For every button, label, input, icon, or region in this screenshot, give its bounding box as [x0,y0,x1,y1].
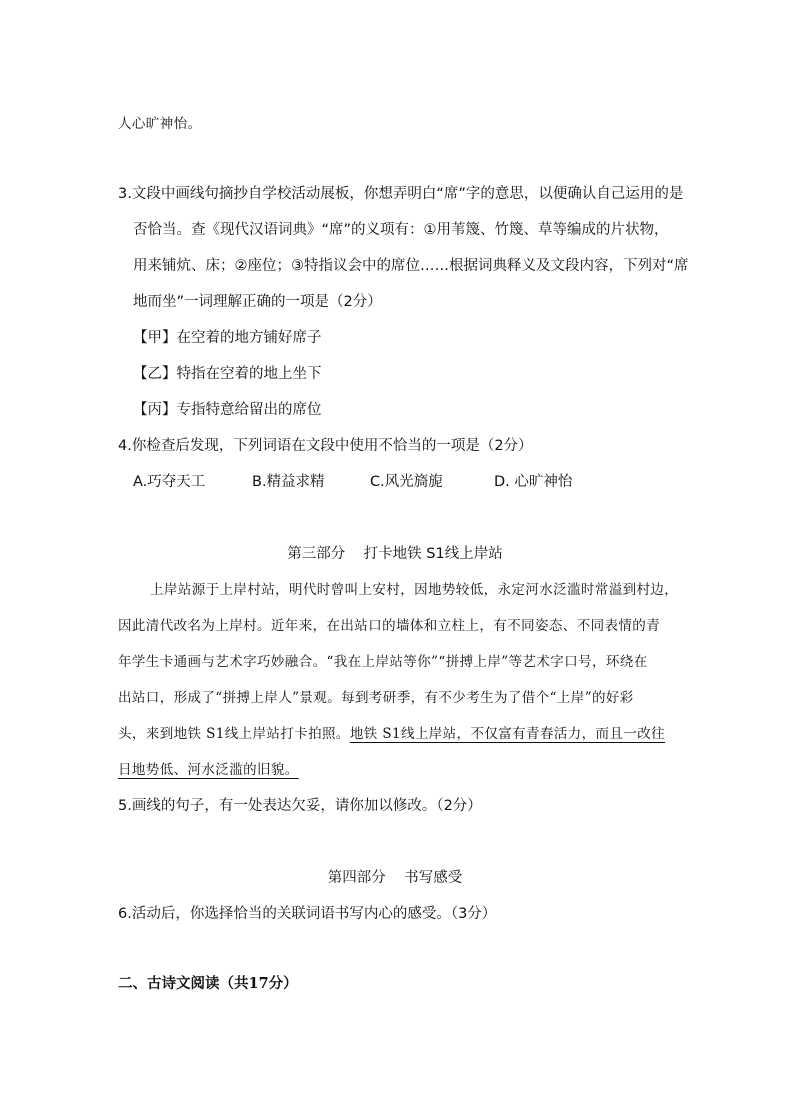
part3-para-line5-plain: 头，来到地铁 S1线上岸站打卡拍照。 [118,726,350,742]
q6-stem: 6.活动后，你选择恰当的关联词语书写内心的感受。（3分） [118,906,497,922]
q4-choice-a: A.巧夺天工 [133,474,206,490]
part3-para-line1: 上岸站源于上岸村站，明代时曾叫上安村，因地势较低，永定河水泛滥时常溢到村边， [150,582,679,598]
part3-para-line5 [118,724,665,744]
part3-para-line6 [118,760,299,780]
part3-para-line2: 因此清代改名为上岸村。近年来，在出站口的墙体和立柱上，有不同姿态、不同表情的青 [118,618,661,634]
part3-para-line3: 年学生卡通画与艺术字巧妙融合。“我在上岸站等你”“拼搏上岸”等艺术字口号，环绕在 [118,654,648,670]
q3-option-yi: 【乙】特指在空着的地上坐下 [133,366,322,382]
q3-option-jia: 【甲】在空着的地方铺好席子 [133,330,322,346]
section2-heading: 二、古诗文阅读（共17分） [118,975,298,992]
q3-line2: 否恰当。查《现代汉语词典》“席”的义项有：①用苇篾、竹篾、草等编成的片状物， [133,222,669,238]
q4-choice-b: B.精益求精 [252,474,325,490]
underlined-sentence-part2: 日地势低、河水泛滥的旧貌。 [118,762,299,778]
q4-choice-c: C.风光旖旎 [370,474,443,490]
q5-stem: 5.画线的句子，有一处表达欠妥，请你加以修改。（2分） [118,798,482,814]
underlined-sentence-part1: 地铁 S1线上岸站，不仅富有青春活力，而且一改往 [349,726,666,742]
part3-title: 第三部分 打卡地铁 S1线上岸站 [287,546,503,562]
q4-stem: 4.你检查后发现，下列词语在文段中使用不恰当的一项是（2分） [118,438,533,454]
q3-line3: 用来铺炕、床；②座位；③特指议会中的席位……根据词典释义及文段内容，下列对“席 [133,258,689,274]
part3-para-line4: 出站口，形成了“拼搏上岸人”景观。每到考研季，有不少考生为了借个“上岸”的好彩 [118,690,634,706]
q3-line1: 3.文段中画线句摘抄自学校活动展板，你想弄明白“席”字的意思，以便确认自己运用的是 [118,186,684,202]
q3-option-bing: 【丙】专指特意给留出的席位 [133,402,322,418]
part4-title: 第四部分 书写感受 [327,870,463,886]
part2-tail-text: 人心旷神怡。 [118,116,202,132]
q3-line4: 地而坐”一词理解正确的一项是（2分） [133,294,382,310]
q4-choice-d: D. 心旷神怡 [494,474,573,490]
